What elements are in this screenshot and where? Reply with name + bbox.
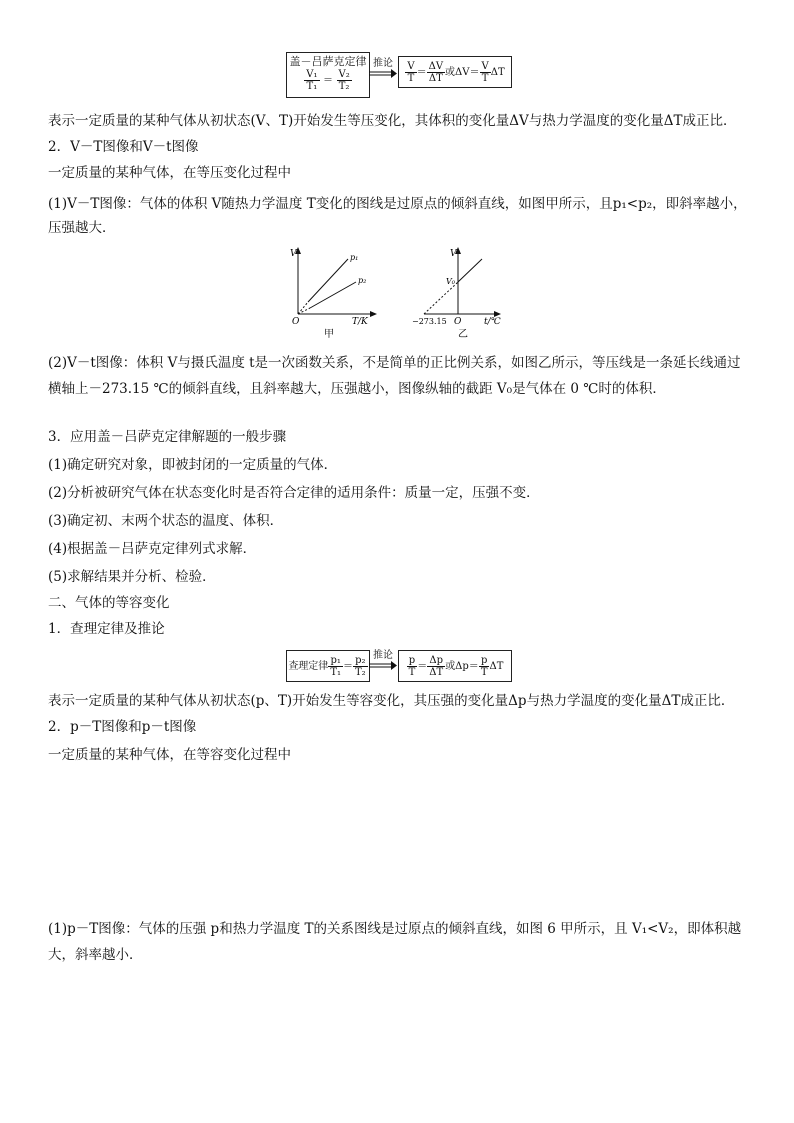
arrow-label: 推论 [373, 650, 393, 661]
arrow-label: 推论 [373, 58, 393, 69]
paragraph: 表示一定质量的某种气体从初状态(V、T)开始发生等压变化，其体积的变化量ΔV与热力学温度的变化量ΔT成正比． [48, 113, 737, 129]
axis-label-v: V [290, 249, 297, 259]
step-item: (1)确定研究对象，即被封闭的一定质量的气体． [48, 457, 338, 473]
step-item: (4)根据盖－吕萨克定律列式求解． [48, 541, 257, 557]
fraction: $\frac{\text{V₂}}{\text{T₂}}$ [338, 69, 350, 92]
caption-jia: 甲 [324, 329, 334, 340]
intercept-label: V₀ [446, 277, 455, 286]
law-name: 查理定律 [288, 660, 329, 672]
double-arrow-icon [369, 661, 397, 671]
inference-box: $\frac{V}{T}$ ＝ $\frac{\Delta V}{\Delta T}$ 或ΔV＝ $\frac{V}{T}$ ΔT [398, 56, 512, 88]
paragraph: (1)p－T图像：气体的压强 p和热力学温度 T的关系图线是过原点的倾斜直线，如图 6 甲所示，且 V₁<V₂，即体积越大，斜率越小． [48, 921, 742, 963]
vt-graphs-figure [286, 244, 516, 346]
paragraph: 表示一定质量的某种气体从初状态(p、T)开始发生等容变化，其压强的变化量Δp与热力学温度的变化量ΔT成正比． [48, 693, 735, 709]
line-label-p2: p₂ [358, 276, 367, 285]
inference-arrow [369, 58, 397, 84]
step-item: (5)求解结果并分析、检验． [48, 569, 216, 585]
inference-box: $\frac{p}{T}$ ＝ $\frac{\Delta p}{\Delta T}$ 或Δp＝ $\frac{p}{T}$ ΔT [398, 650, 512, 682]
line-label-p1: p₁ [350, 253, 359, 262]
double-arrow-icon [369, 69, 397, 79]
origin-label: O [454, 317, 462, 327]
inference-arrow [369, 650, 397, 676]
axis-label-v: V [450, 249, 457, 259]
section-heading: 1．查理定律及推论 [48, 621, 165, 637]
law-name: 盖－吕萨克定律 [289, 55, 367, 68]
step-item: (3)确定初、末两个状态的温度、体积． [48, 513, 284, 529]
axis-label-t: T/K [352, 317, 368, 327]
origin-label: O [292, 317, 300, 327]
section-heading: 2．V－T图像和V－t图像 [48, 139, 199, 155]
graph-jia [290, 247, 377, 340]
section-heading: 3．应用盖－吕萨克定律解题的一般步骤 [48, 429, 287, 445]
paragraph: (1)V－T图像：气体的体积 V随热力学温度 T变化的图线是过原点的倾斜直线，如图甲所示，且p₁<p₂，即斜率越小，压强越大． [48, 196, 747, 236]
x-intercept-label: −273.15 [412, 317, 447, 326]
axis-label-t: t/℃ [484, 317, 501, 327]
graph-yi [412, 247, 502, 340]
paragraph: (2)V－t图像：体积 V与摄氏温度 t是一次函数关系，不是简单的正比例关系，如图乙所示，等压线是一条延长线通过横轴上－273.15 ℃的倾斜直线，且斜率越大，压强越小，图像纵轴的截距 V₀是气体在 0 ℃时的体积． [48, 355, 741, 397]
fraction: $\frac{\text{V₁}}{\text{T₁}}$ [306, 69, 318, 92]
caption-yi: 乙 [458, 329, 468, 340]
gay-lussac-law-box: 盖－吕萨克定律 $\frac{\text{V₁}}{\text{T₁}}$ ＝ $\frac{\text{V₂}}{\text{T₂}}$ [286, 52, 370, 98]
section-heading: 2．p－T图像和p－t图像 [48, 719, 197, 735]
step-item: (2)分析被研究气体在状态变化时是否符合定律的适用条件：质量一定，压强不变． [48, 485, 540, 501]
charles-law-box: 查理定律 $\frac{\text{p₁}}{\text{T₁}}$ ＝ $\frac{\text{p₂}}{\text{T₂}}$ [286, 650, 370, 682]
paragraph: 一定质量的某种气体，在等压变化过程中 [48, 165, 291, 181]
paragraph: 一定质量的某种气体，在等容变化过程中 [48, 747, 291, 763]
section-heading: 二、气体的等容变化 [48, 595, 170, 611]
